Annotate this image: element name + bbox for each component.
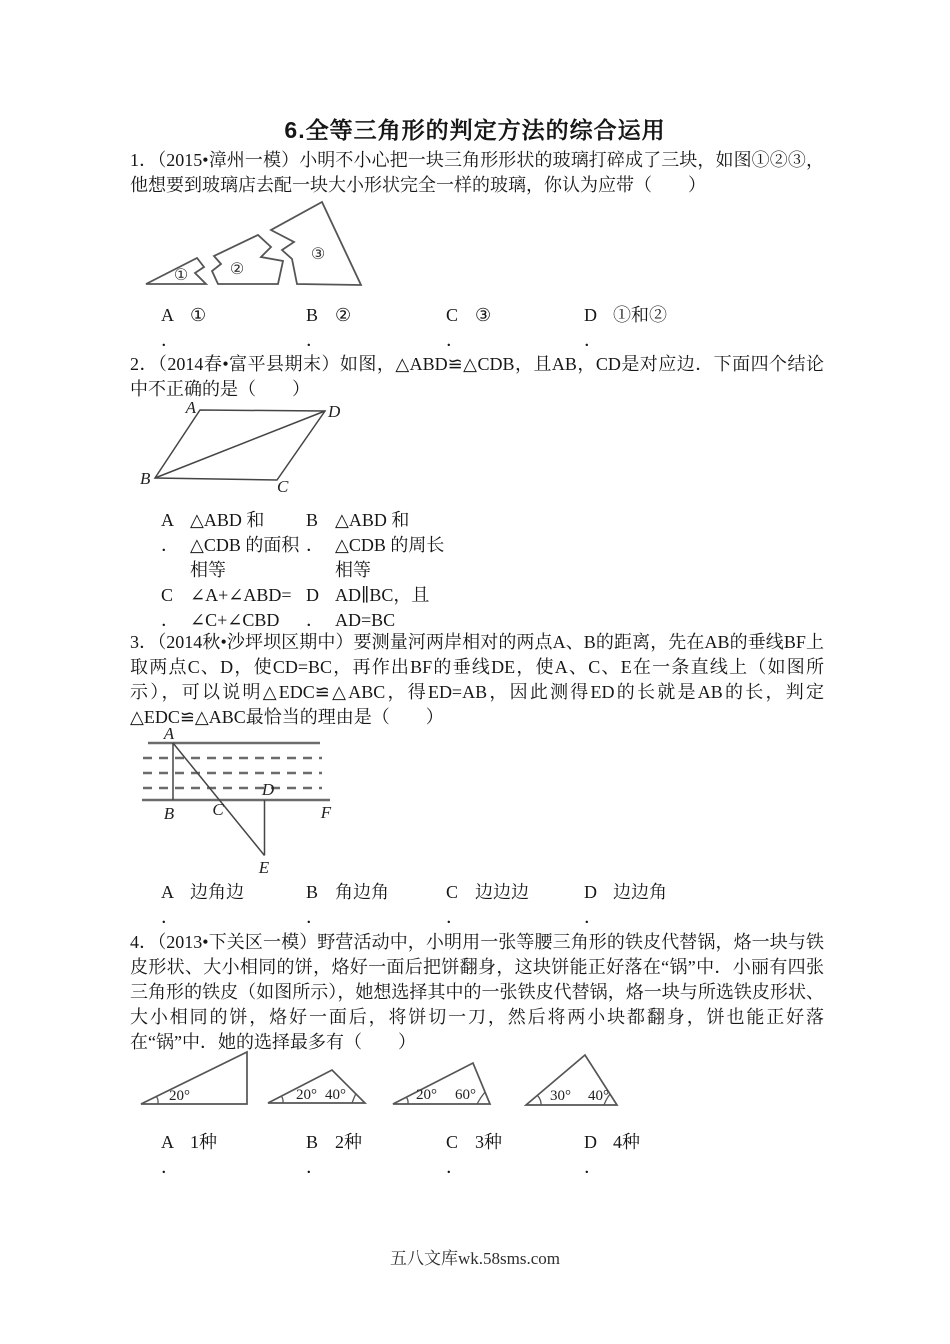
option-text: 边边边 — [475, 882, 529, 902]
option-letter: D — [306, 585, 319, 605]
point-label-b: B — [163, 804, 175, 823]
problem-4-option-c — [446, 1130, 502, 1180]
triangle-1-angle: 20° — [169, 1088, 190, 1104]
problem-4-option-b — [306, 1130, 362, 1180]
figure-1-broken-triangle — [140, 197, 430, 293]
option-text: ①和② — [613, 305, 667, 325]
triangle-3-angle-left: 20° — [416, 1087, 437, 1103]
problem-1-option-b — [306, 303, 351, 353]
option-text: ① — [190, 305, 207, 325]
option-period: ． — [446, 330, 464, 350]
option-letter: D — [584, 1132, 597, 1152]
vertex-label-a: A — [185, 398, 196, 417]
option-letter: D — [584, 882, 597, 902]
problem-3-text: 3．（2014秋•沙坪坝区期中）要测量河两岸相对的两点A、B的距离，先在AB的垂线BF上取两点C、D，使CD=BC，再作出BF的垂线DE，使A、C、E在一条直线上（如图所示），可以说明△EDC≌△ABC，得ED=AB，因此测得ED的长就是AB的长，判定△EDC≌△ABC最恰当的理由是（ ） — [130, 632, 824, 727]
problem-1-text: 1．（2015•漳州一模）小明不小心把一块三角形形状的玻璃打碎成了三块，如图①②③，他想要到玻璃店去配一块大小形状完全一样的玻璃，你认为应带（ ） — [130, 150, 824, 195]
problem-4-option-d — [584, 1130, 640, 1180]
problem-3-option-a — [161, 880, 244, 930]
glass-piece-2 — [212, 235, 283, 284]
problem-2-option-a — [161, 508, 299, 583]
option-text: ② — [335, 305, 352, 325]
angle-arc — [281, 1096, 283, 1103]
problem-4-option-a — [161, 1130, 217, 1180]
option-period: ． — [306, 610, 324, 630]
option-period: ． — [584, 1157, 602, 1177]
problem-1-option-a — [161, 303, 206, 353]
page-title: 6.全等三角形的判定方法的综合运用 — [284, 117, 666, 143]
angle-arc — [477, 1092, 485, 1104]
option-text: 边角边 — [190, 882, 244, 902]
option-period: ． — [306, 1157, 324, 1177]
option-period: ． — [306, 330, 324, 350]
option-letter: B — [306, 882, 319, 902]
option-letter: A — [161, 510, 174, 530]
option-text: 边边角 — [613, 882, 667, 902]
vertex-label-d: D — [328, 402, 341, 421]
vertex-label-b: B — [140, 469, 151, 488]
piece-3-label: ③ — [310, 246, 326, 263]
problem-2-text: 2．（2014春•富平县期末）如图，△ABD≌△CDB，且AB，CD是对应边．下面四个结论中不正确的是（ ） — [130, 354, 824, 399]
option-text-line: AD=BC — [335, 610, 396, 630]
option-period: ． — [161, 907, 179, 927]
angle-arc — [537, 1095, 541, 1105]
problem-1-option-c — [446, 303, 491, 353]
problem-3-option-d — [584, 880, 667, 930]
glass-piece-3 — [271, 202, 361, 285]
diagonal-bd — [155, 411, 325, 478]
option-letter: C — [161, 585, 174, 605]
option-letter: C — [446, 882, 459, 902]
point-label-c: C — [212, 800, 224, 819]
angle-arc — [406, 1097, 408, 1104]
problem-2-option-c — [161, 583, 291, 633]
point-label-d: D — [261, 780, 275, 799]
option-period: ． — [161, 1157, 179, 1177]
option-text-line: 相等 — [335, 560, 371, 580]
option-period: ． — [161, 610, 179, 630]
angle-arc — [352, 1094, 356, 1103]
option-text: 角边角 — [335, 882, 389, 902]
figure-3-river-measurement — [138, 725, 338, 877]
point-label-a: A — [163, 725, 175, 743]
option-letter: A — [161, 1132, 174, 1152]
option-text: 1种 — [190, 1132, 217, 1152]
option-period: ． — [306, 535, 324, 555]
point-label-e: E — [258, 858, 270, 877]
triangle-2-angle-left: 20° — [296, 1087, 317, 1103]
option-text: 4种 — [613, 1132, 640, 1152]
option-text: 2种 — [335, 1132, 362, 1152]
problem-2-option-d — [306, 583, 429, 633]
option-text: ③ — [475, 305, 492, 325]
option-period: ． — [161, 535, 179, 555]
option-period: ． — [446, 907, 464, 927]
option-period: ． — [584, 330, 602, 350]
option-text-line: △ABD 和 — [190, 510, 265, 530]
piece-2-label: ② — [229, 261, 245, 278]
vertex-label-c: C — [277, 477, 289, 496]
option-period: ． — [446, 1157, 464, 1177]
option-letter: C — [446, 305, 459, 325]
option-letter: B — [306, 305, 319, 325]
option-letter: A — [161, 305, 174, 325]
option-letter: A — [161, 882, 174, 902]
option-text-line: AD∥BC，且 — [335, 585, 430, 605]
option-letter: B — [306, 510, 319, 530]
option-text-line: ∠C+∠CBD — [190, 610, 280, 630]
option-text-line: △CDB 的周长 — [335, 535, 445, 555]
option-period: ． — [306, 907, 324, 927]
problem-3-option-c — [446, 880, 529, 930]
option-text: 3种 — [475, 1132, 502, 1152]
piece-1-label: ① — [173, 267, 189, 284]
option-text-line: ∠A+∠ABD= — [190, 585, 292, 605]
problem-3-option-b — [306, 880, 389, 930]
option-letter: C — [446, 1132, 459, 1152]
problem-1-option-d — [584, 303, 667, 353]
option-text-line: △ABD 和 — [335, 510, 410, 530]
option-letter: D — [584, 305, 597, 325]
point-label-f: F — [320, 803, 332, 822]
site-watermark: 五八文库wk.58sms.com — [390, 1249, 560, 1268]
problem-4-text: 4．（2013•下关区一模）野营活动中，小明用一张等腰三角形的铁皮代替锅，烙一块与铁皮形状、大小相同的饼，烙好一面后把饼翻身，这块饼能正好落在“锅”中．小丽有四张三角形的铁皮（如图所示），她想选择其中的一张铁皮代替锅，烙一块与所选铁皮形状、大小相同的饼，烙好一面后，将饼切一刀，然后将两小块都翻身，饼也能正好落在“锅”中．她的选择最多有（ ） — [130, 932, 824, 1052]
problem-2-option-b — [306, 508, 444, 583]
triangle-1 — [141, 1052, 247, 1104]
option-text-line: 相等 — [190, 560, 226, 580]
triangle-4-angle-left: 30° — [550, 1088, 571, 1104]
figure-2-parallelogram — [138, 398, 350, 498]
angle-arc — [156, 1097, 158, 1105]
option-letter: B — [306, 1132, 319, 1152]
option-text-line: △CDB 的面积 — [190, 535, 300, 555]
figure-4-four-triangles — [133, 1048, 693, 1118]
triangle-4-angle-right: 40° — [588, 1088, 609, 1104]
option-period: ． — [584, 907, 602, 927]
triangle-2-angle-right: 40° — [325, 1087, 346, 1103]
triangle-3-angle-right: 60° — [455, 1087, 476, 1103]
option-period: ． — [161, 330, 179, 350]
